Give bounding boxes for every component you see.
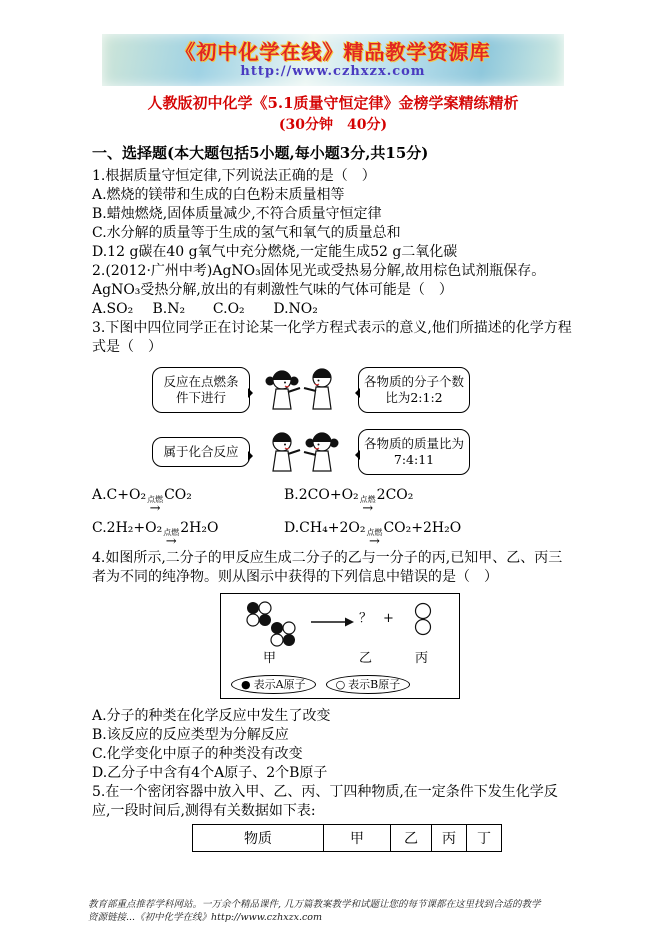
q4-option-b: B.该反应的反应类型为分解反应 (92, 727, 289, 743)
condition-arrow (360, 496, 376, 514)
q3-option-b (284, 485, 574, 514)
question-5 (92, 783, 574, 852)
banner-url: http://www.czhxzx.com (240, 64, 426, 79)
q3-option-c (92, 518, 284, 547)
students-illustration (264, 423, 344, 481)
banner-title: 《初中化学在线》精品教学资源库 (175, 40, 491, 64)
q4-option-d: D.乙分子中含有4个A原子、2个B原子 (92, 765, 328, 781)
condition-label: 点燃 (147, 495, 164, 504)
q1-option-a: A.燃烧的镁带和生成的白色粉末质量相等 (92, 187, 345, 203)
table-header-bing: 丙 (432, 825, 467, 852)
q3-option-d (284, 518, 574, 547)
q1-option-c: C.水分解的质量等于生成的氢气和氧气的质量总和 (92, 225, 401, 241)
site-banner (102, 34, 564, 86)
arrow-icon: → (362, 501, 374, 516)
table-header-substance: 物质 (193, 825, 324, 852)
table-row (193, 825, 502, 852)
condition-label: 点燃 (163, 528, 180, 537)
question-2 (92, 262, 574, 319)
question-3 (92, 319, 574, 547)
q2-options (92, 300, 574, 319)
q4-option-c: C.化学变化中原子的种类没有改变 (92, 746, 303, 762)
question-4 (92, 549, 574, 783)
table-header-ding: 丁 (467, 825, 502, 852)
equation-left: C.2H₂+O₂ (92, 520, 163, 536)
legend-atom-b-label: 表示B原子 (348, 678, 401, 691)
arrow-icon: → (149, 501, 161, 516)
condition-arrow (163, 529, 179, 547)
condition-label: 点燃 (359, 495, 376, 504)
page-footer (88, 898, 598, 924)
condition-arrow (147, 496, 163, 514)
q2-option-b: B.N₂ (152, 301, 186, 317)
hollow-circle-icon: ○ (335, 678, 346, 691)
footer-line2: 资源链接...《初中化学在线》http://www.czhxzx.com (88, 912, 323, 923)
q1-stem: 1.根据质量守恒定律,下列说法正确的是（ ） (92, 168, 376, 184)
legend-atom-b (326, 675, 411, 694)
equation-right: CO₂+2H₂O (383, 520, 462, 536)
q3-stem: 3.下图中四位同学正在讨论某一化学方程式表示的意义,他们所描述的化学方程式是（ ） (92, 320, 572, 355)
footer-line1: 教育部重点推荐学科网站。一万余个精品课件, 几万篇教案教学和试题让您的每节课都在这里找到合适的教学 (88, 899, 541, 910)
speech-bubble-1: 反应在点燃条件下进行 (152, 367, 250, 413)
speech-bubble-4: 各物质的质量比为7:4:11 (358, 429, 470, 475)
q5-stem: 5.在一个密闭容器中放入甲、乙、丙、丁四种物质,在一定条件下发生化学反应,一段时间后,测得有关数据如下表: (92, 784, 558, 819)
filled-circle-icon: ● (241, 678, 251, 691)
arrow-icon: → (165, 534, 177, 549)
q2-option-a: A.SO₂ (92, 301, 134, 317)
q3-figure-row2 (152, 423, 574, 481)
legend-atom-a (231, 675, 316, 694)
molecule-diagram (223, 596, 453, 652)
atom-legend (231, 675, 410, 694)
equation-left: D.CH₄+2O₂ (284, 520, 366, 536)
table-header-jia: 甲 (324, 825, 391, 852)
equation-left: B.2CO+O₂ (284, 487, 359, 503)
time-score-meta: (30分钟 40分) (278, 117, 388, 133)
equation-right: 2CO₂ (376, 487, 414, 503)
speech-bubble-2: 各物质的分子个数比为2:1:2 (358, 367, 470, 413)
q4-option-a: A.分子的种类在化学反应中发生了改变 (92, 708, 331, 724)
q5-data-table (192, 824, 502, 852)
equation-right: 2H₂O (180, 520, 219, 536)
q4-figure (220, 593, 460, 699)
condition-label: 点燃 (366, 528, 383, 537)
q3-options (92, 485, 574, 547)
speech-bubble-3: 属于化合反应 (152, 437, 250, 467)
legend-atom-a-label: 表示A原子 (253, 678, 306, 691)
q3-figure-row1 (152, 361, 574, 419)
arrow-icon: → (368, 534, 380, 549)
equation-right: CO₂ (164, 487, 192, 503)
label-bing: 丙 (415, 651, 429, 666)
q3-figure (152, 361, 574, 481)
condition-arrow (366, 529, 382, 547)
q2-option-c: C.O₂ (212, 301, 245, 317)
label-yi: 乙 (359, 651, 373, 666)
label-jia: 甲 (263, 651, 277, 666)
q3-option-a (92, 485, 284, 514)
plus-sign: + (383, 611, 394, 626)
equation-left: A.C+O₂ (92, 487, 147, 503)
section-heading: 一、选择题(本大题包括5小题,每小题3分,共15分) (92, 144, 429, 162)
q1-option-b: B.蜡烛燃烧,固体质量减少,不符合质量守恒定律 (92, 206, 382, 222)
table-header-yi: 乙 (391, 825, 432, 852)
q2-stem: 2.(2012·广州中考)AgNO₃固体见光或受热易分解,故用棕色试剂瓶保存。AgNO₃受热分解,放出的有刺激性气味的气体可能是（ ） (92, 263, 546, 298)
q1-option-d: D.12 g碳在40 g氧气中充分燃烧,一定能生成52 g二氧化碳 (92, 244, 458, 260)
q4-stem: 4.如图所示,二分子的甲反应生成二分子的乙与一分子的丙,已知甲、乙、丙三者为不同的纯净物。则从图示中获得的下列信息中错误的是（ ） (92, 550, 563, 585)
page-title: 人教版初中化学《5.1质量守恒定律》金榜学案精练精析 (147, 94, 519, 112)
question-1 (92, 167, 574, 262)
students-illustration (264, 361, 344, 419)
q2-option-d: D.NO₂ (273, 301, 318, 317)
unknown-molecule-mark: ？ (359, 611, 373, 626)
